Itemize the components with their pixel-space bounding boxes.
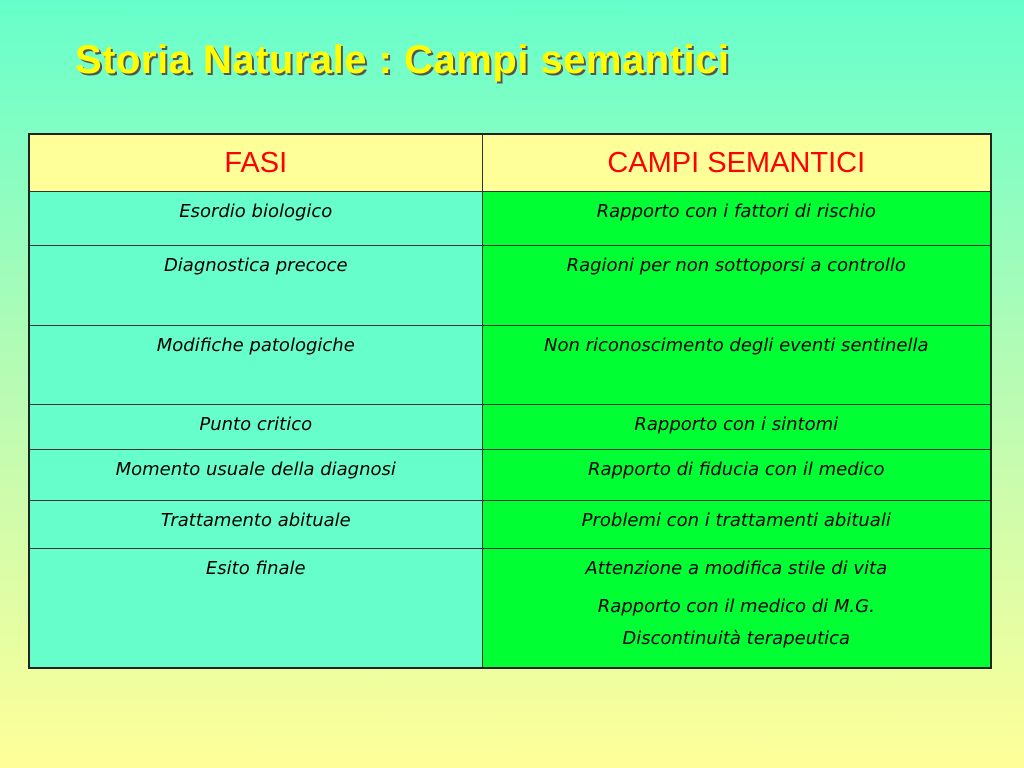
semantic-field-cell: Problemi con i trattamenti abituali	[482, 501, 991, 549]
header-fasi: FASI	[29, 134, 482, 192]
field-line: Discontinuità terapeutica	[622, 628, 851, 649]
phase-cell: Esito finale	[29, 549, 482, 668]
semantic-field-cell	[482, 549, 991, 668]
table-row	[29, 405, 991, 450]
slide-title: Storia Naturale : Campi semantici	[75, 38, 730, 82]
phase-cell: Punto critico	[29, 405, 482, 450]
field-line: Attenzione a modifica stile di vita	[585, 558, 888, 579]
semantic-field-cell: Rapporto di fiducia con il medico	[482, 450, 991, 501]
phase-cell: Trattamento abituale	[29, 501, 482, 549]
phase-cell: Momento usuale della diagnosi	[29, 450, 482, 501]
phases-table	[28, 133, 992, 669]
phase-cell: Diagnostica precoce	[29, 246, 482, 326]
table-row	[29, 450, 991, 501]
phase-cell: Esordio biologico	[29, 192, 482, 246]
phase-cell: Modifiche patologiche	[29, 326, 482, 405]
header-campi-semantici: CAMPI SEMANTICI	[482, 134, 991, 192]
table-row	[29, 192, 991, 246]
semantic-field-cell: Non riconoscimento degli eventi sentinella	[482, 326, 991, 405]
table-row	[29, 549, 991, 668]
field-line: Rapporto con il medico di M.G.	[597, 596, 875, 617]
semantic-field-cell: Ragioni per non sottoporsi a controllo	[482, 246, 991, 326]
semantic-field-cell: Rapporto con i sintomi	[482, 405, 991, 450]
table-header-row	[29, 134, 991, 192]
semantic-field-cell: Rapporto con i fattori di rischio	[482, 192, 991, 246]
table-row	[29, 501, 991, 549]
table-row	[29, 246, 991, 326]
table-row	[29, 326, 991, 405]
